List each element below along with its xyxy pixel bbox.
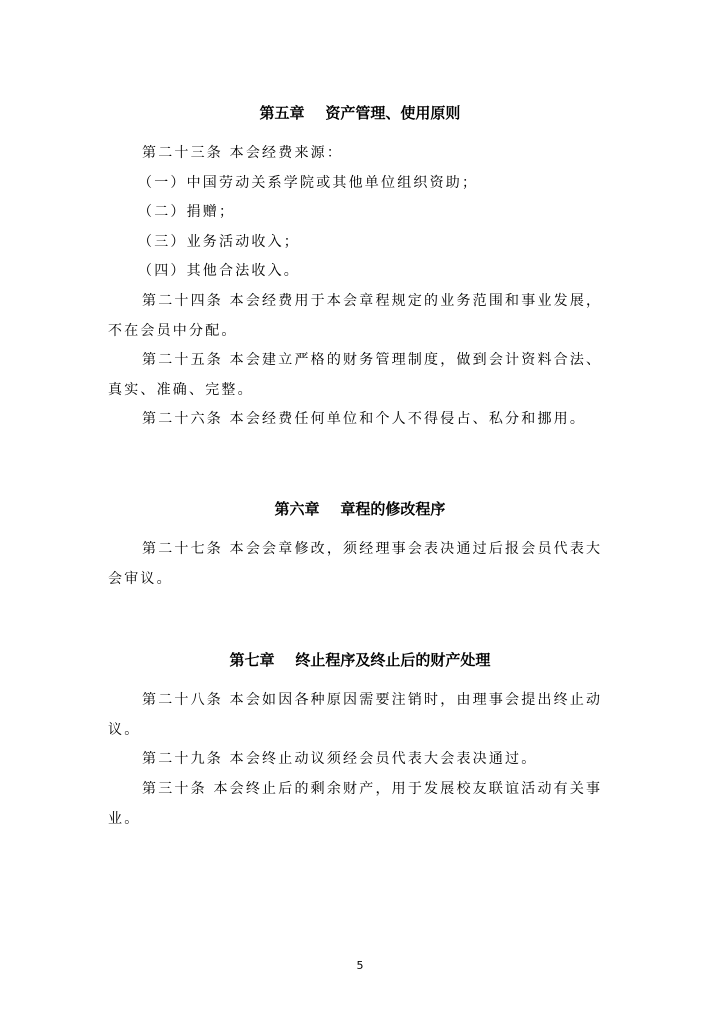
article-29: 第二十九条 本会终止动议须经会员代表大会表决通过。: [142, 751, 538, 767]
article-24: 第二十四条 本会经费用于本会章程规定的业务范围和事业发展，不在会员中分配。: [108, 293, 603, 339]
article-23: 第二十三条 本会经费来源：: [142, 145, 344, 161]
article-27: 第二十七条 本会会章修改，须经理事会表决通过后报会员代表大会审议。: [108, 541, 603, 587]
article-23-item-3: （三）业务活动收入；: [138, 234, 300, 250]
chapter-7-title: 第七章 终止程序及终止后的财产处理: [229, 651, 491, 669]
article-23-item-1: （一）中国劳动关系学院或其他单位组织资助；: [138, 175, 479, 191]
article-23-item-4: （四）其他合法收入。: [138, 263, 300, 279]
article-30: 第三十条 本会终止后的剩余财产，用于发展校友联谊活动有关事业。: [108, 781, 603, 827]
article-25: 第二十五条 本会建立严格的财务管理制度，做到会计资料合法、真实、准确、完整。: [108, 352, 603, 398]
chapter-6-title: 第六章 章程的修改程序: [274, 500, 446, 518]
article-28: 第二十八条 本会如因各种原因需要注销时，由理事会提出终止动议。: [108, 692, 603, 738]
page-number: 5: [356, 959, 364, 972]
article-26: 第二十六条 本会经费任何单位和个人不得侵占、私分和挪用。: [142, 411, 587, 427]
chapter-5-title: 第五章 资产管理、使用原则: [259, 104, 461, 122]
article-23-item-2: （二）捐赠；: [138, 204, 236, 220]
